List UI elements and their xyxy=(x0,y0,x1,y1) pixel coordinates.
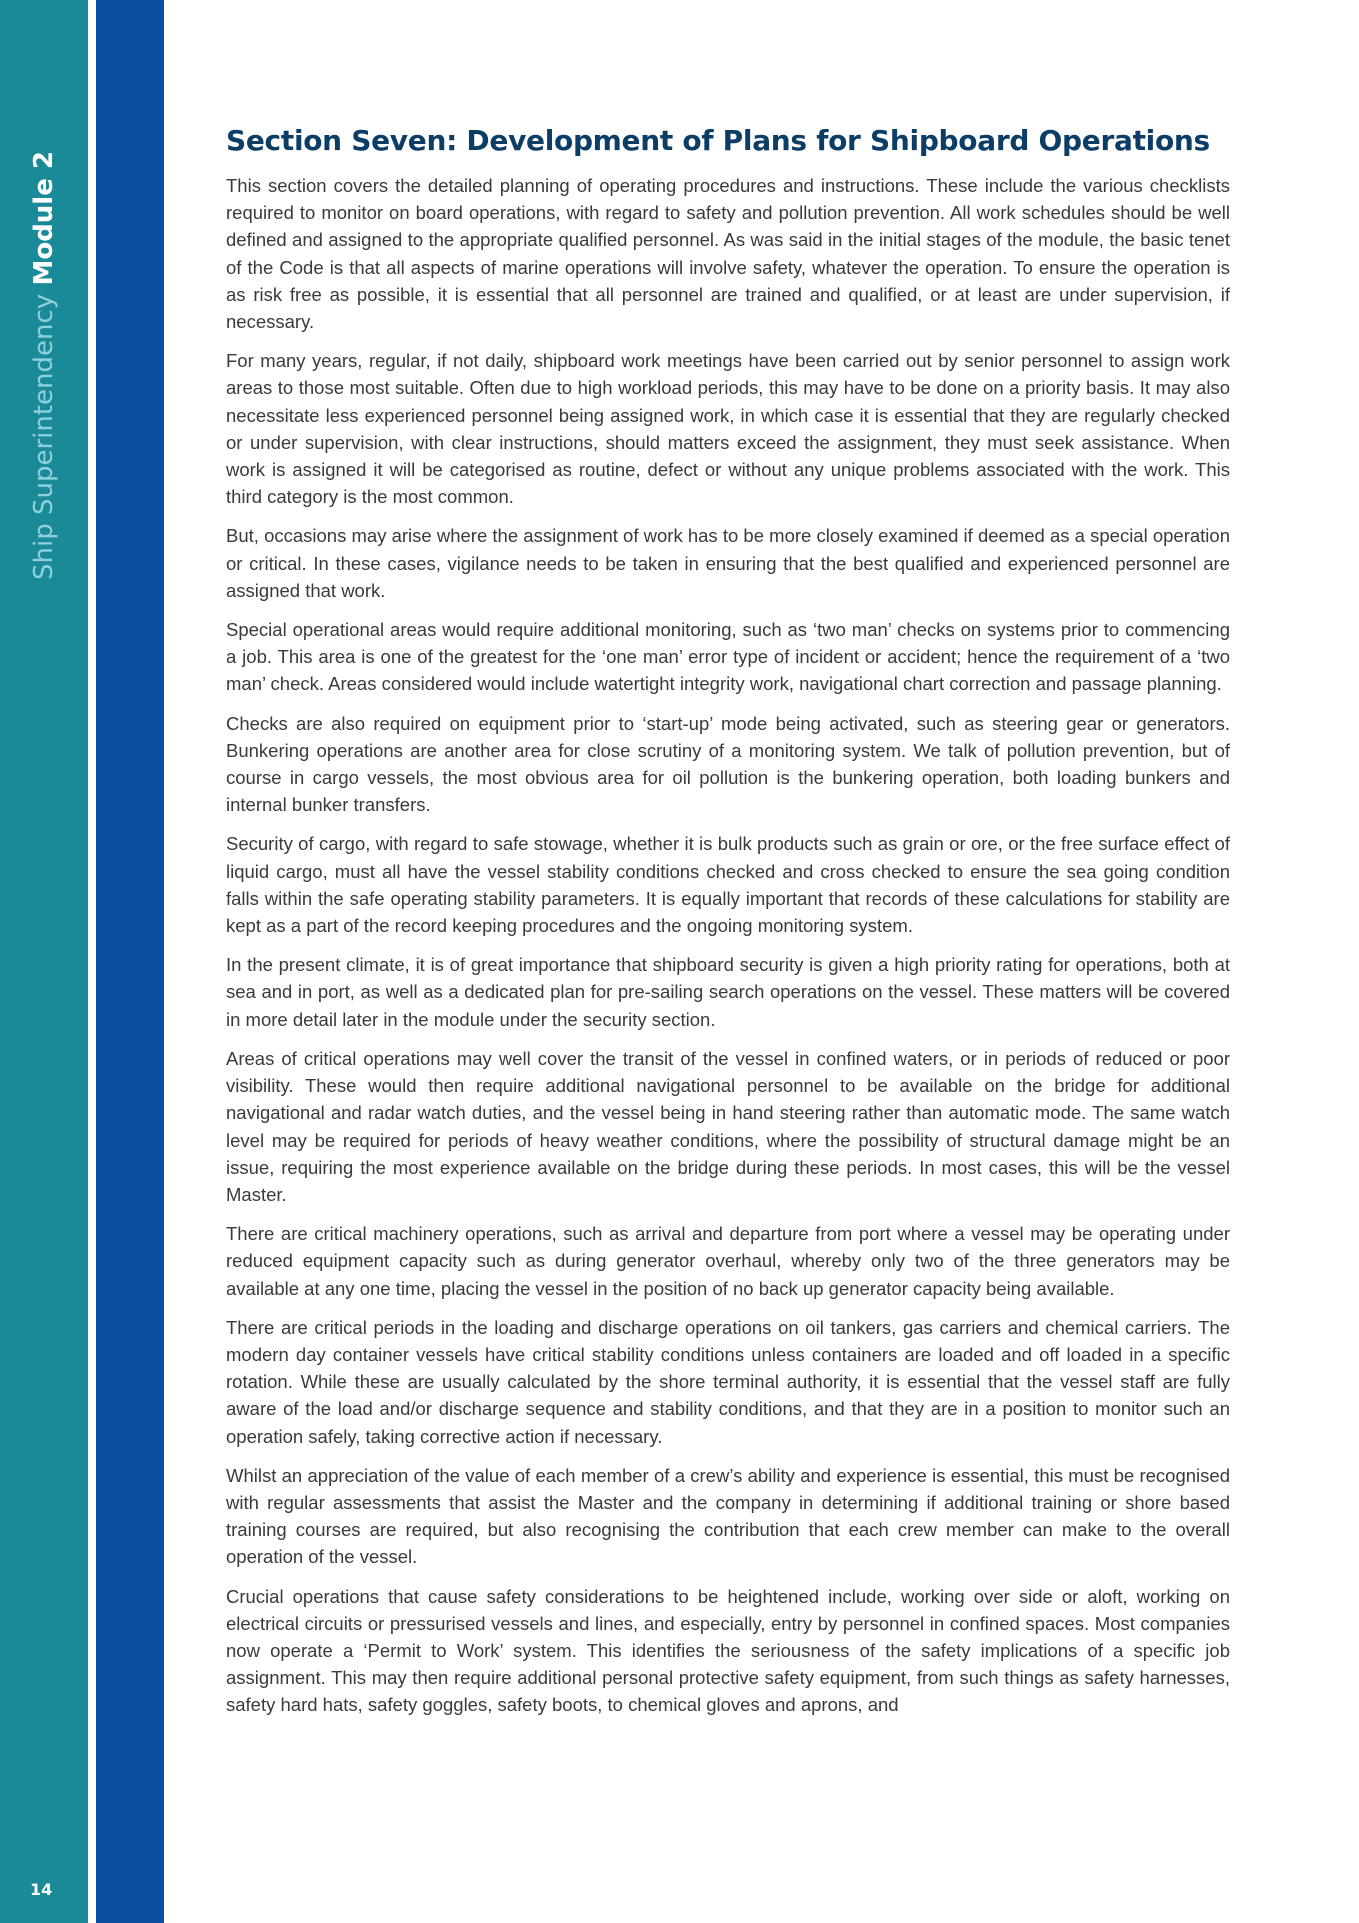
paragraph-9: There are critical machinery operations, such as arrival and departure from port where a vessel may be operating under reduced equipment capacity such as during generator overhaul, whereby only two of the three generators may be available at any one time, placing the vessel in the position of no back up generator capacity being available. xyxy=(226,1223,1230,1299)
sidebar-blue-strip xyxy=(96,0,164,1923)
sidebar-title-light: Ship Superintendency xyxy=(29,285,59,580)
sidebar-module-title xyxy=(24,60,64,580)
page-number: 14 xyxy=(30,1880,53,1899)
paragraph-2: For many years, regular, if not daily, shipboard work meetings have been carried out by senior personnel to assign work areas to those most suitable. Often due to high workload periods, this may have to be done on a priority basis. It may also necessitate less experienced personnel being assigned work, in which case it is essential that they are regularly checked or under supervision, with clear instructions, should matters exceed the assignment, they must seek assistance. When work is assigned it will be categorised as routine, defect or without any unique problems associated with the work. This third category is the most common. xyxy=(226,350,1230,508)
paragraph-1: This section covers the detailed planning of operating procedures and instructions. These include the various checklists required to monitor on board operations, with regard to safety and pollution prevention. All work schedules should be well defined and assigned to the appropriate qualified personnel. As was said in the initial stages of the module, the basic tenet of the Code is that all aspects of marine operations will involve safety, whatever the operation. To ensure the operation is as risk free as possible, it is essential that all personnel are trained and qualified, or at least are under supervision, if necessary. xyxy=(226,175,1230,333)
paragraph-3: But, occasions may arise where the assignment of work has to be more closely examined if deemed as a special operation or critical. In these cases, vigilance needs to be taken in ensuring that the best qualified and experienced personnel are assigned that work. xyxy=(226,525,1230,601)
paragraph-4: Special operational areas would require additional monitoring, such as ‘two man’ checks on systems prior to commencing a job. This area is one of the greatest for the ‘one man’ error type of incident or accident; hence the requirement of a ‘two man’ check. Areas considered would include watertight integrity work, navigational chart correction and passage planning. xyxy=(226,619,1230,695)
section-heading: Section Seven: Development of Plans for Shipboard Operations xyxy=(226,124,1210,157)
paragraph-11: Whilst an appreciation of the value of each member of a crew’s ability and experience is essential, this must be recognised with regular assessments that assist the Master and the company in determining if additional training or shore based training courses are required, but also recognising the contribution that each crew member can make to the overall operation of the vessel. xyxy=(226,1464,1230,1568)
sidebar-gap xyxy=(88,0,96,1923)
paragraph-8: Areas of critical operations may well cover the transit of the vessel in confined waters, or in periods of reduced or poor visibility. These would then require additional navigational personnel to be available on the bridge for additional navigational and radar watch duties, and the vessel being in hand steering rather than automatic mode. The same watch level may be required for periods of heavy weather conditions, where the possibility of structural damage might be an issue, requiring the most experience available on the bridge during these periods. In most cases, this will be the vessel Master. xyxy=(226,1047,1230,1205)
paragraph-6: Security of cargo, with regard to safe stowage, whether it is bulk products such as grain or ore, or the free surface effect of liquid cargo, must all have the vessel stability conditions checked and cross checked to ensure the sea going condition falls within the safe operating stability parameters. It is equally important that records of these calculations for stability are kept as a part of the record keeping procedures and the ongoing monitoring system. xyxy=(226,833,1230,937)
paragraph-10: There are critical periods in the loading and discharge operations on oil tankers, gas carriers and chemical carriers. The modern day container vessels have critical stability conditions unless containers are loaded and off loaded in a specific rotation. While these are usually calculated by the shore terminal authority, it is essential that the vessel staff are fully aware of the load and/or discharge sequence and stability conditions, and that they are in a position to monitor such an operation safely, taking corrective action if necessary. xyxy=(226,1316,1230,1447)
sidebar-title-bold: Module 2 xyxy=(29,151,59,286)
main-content xyxy=(226,122,1230,1731)
paragraph-5: Checks are also required on equipment prior to ‘start-up’ mode being activated, such as steering gear or generators. Bunkering operations are another area for close scrutiny of a monitoring system. We talk of pollution prevention, but of course in cargo vessels, the most obvious area for oil pollution is the bunkering operation, both loading bunkers and internal bunker transfers. xyxy=(226,712,1230,816)
paragraph-7: In the present climate, it is of great importance that shipboard security is given a high priority rating for operations, both at sea and in port, as well as a dedicated plan for pre-sailing search operations on the vessel. These matters will be covered in more detail later in the module under the security section. xyxy=(226,954,1230,1030)
paragraph-12: Crucial operations that cause safety considerations to be heightened include, working over side or aloft, working on electrical circuits or pressurised vessels and lines, and especially, entry by personnel in confined spaces. Most companies now operate a ‘Permit to Work’ system. This identifies the seriousness of the safety implications of a specific job assignment. This may then require additional personal protective safety equipment, from such things as safety harnesses, safety hard hats, safety goggles, safety boots, to chemical gloves and aprons, and xyxy=(226,1585,1230,1716)
